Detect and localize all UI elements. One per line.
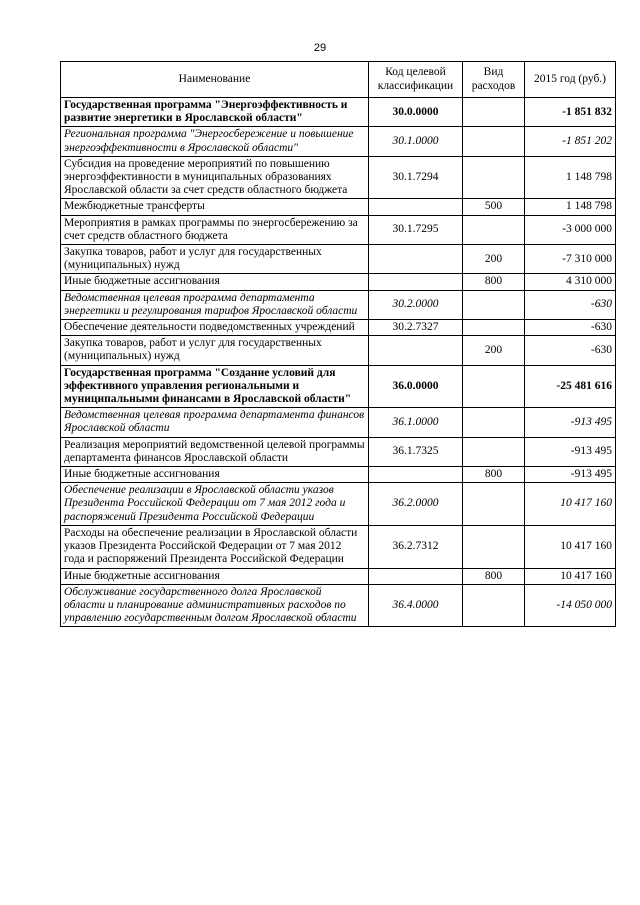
row-code [369, 568, 463, 584]
row-name: Иные бюджетные ассигнования [61, 467, 369, 483]
row-amount: -25 481 616 [525, 365, 616, 408]
row-vid: 200 [463, 336, 525, 365]
row-amount: 10 417 160 [525, 568, 616, 584]
row-code: 36.1.7325 [369, 437, 463, 466]
row-vid [463, 215, 525, 244]
row-vid: 800 [463, 467, 525, 483]
row-code: 36.2.0000 [369, 483, 463, 526]
row-vid: 800 [463, 274, 525, 290]
row-name: Закупка товаров, работ и услуг для государственных (муниципальных) нужд [61, 336, 369, 365]
row-vid [463, 98, 525, 127]
header-vid: Вид расходов [463, 62, 525, 98]
row-name: Реализация мероприятий ведомственной целевой программы департамента финансов Ярославской области [61, 437, 369, 466]
row-amount: -630 [525, 320, 616, 336]
row-vid [463, 156, 525, 199]
table-row [61, 215, 616, 244]
row-name: Государственная программа "Энергоэффективность и развитие энергетики в Ярославской области" [61, 98, 369, 127]
row-vid [463, 584, 525, 627]
row-amount: -1 851 832 [525, 98, 616, 127]
row-name: Иные бюджетные ассигнования [61, 568, 369, 584]
row-name: Ведомственная целевая программа департамента энергетики и регулирования тарифов Ярославской области [61, 290, 369, 319]
row-name: Иные бюджетные ассигнования [61, 274, 369, 290]
table-row [61, 483, 616, 526]
table-row [61, 365, 616, 408]
row-amount: -630 [525, 290, 616, 319]
row-code: 36.0.0000 [369, 365, 463, 408]
row-code: 30.2.7327 [369, 320, 463, 336]
row-name: Межбюджетные трансферты [61, 199, 369, 215]
row-name: Государственная программа "Создание условий для эффективного управления региональными и муниципальными финансами в Ярославской области" [61, 365, 369, 408]
table-row [61, 127, 616, 156]
page-number: 29 [313, 42, 327, 54]
row-code: 30.1.0000 [369, 127, 463, 156]
row-name: Ведомственная целевая программа департамента финансов Ярославской области [61, 408, 369, 437]
row-amount: 1 148 798 [525, 156, 616, 199]
table-row [61, 467, 616, 483]
row-code [369, 336, 463, 365]
table-row [61, 320, 616, 336]
row-code [369, 199, 463, 215]
row-amount: 10 417 160 [525, 483, 616, 526]
row-amount: -913 495 [525, 467, 616, 483]
row-vid [463, 437, 525, 466]
table-row [61, 274, 616, 290]
row-code: 36.2.7312 [369, 525, 463, 568]
table-row [61, 336, 616, 365]
row-amount: -3 000 000 [525, 215, 616, 244]
row-amount: 1 148 798 [525, 199, 616, 215]
table-row [61, 199, 616, 215]
row-amount: -14 050 000 [525, 584, 616, 627]
row-vid: 800 [463, 568, 525, 584]
row-name: Расходы на обеспечение реализации в Ярославской области указов Президента Российской Федерации от 7 мая 2012 года и распоряжений Президента Российской Федерации [61, 525, 369, 568]
row-code: 36.4.0000 [369, 584, 463, 627]
row-vid: 500 [463, 199, 525, 215]
row-amount: 4 310 000 [525, 274, 616, 290]
header-code: Код целевой классификации [369, 62, 463, 98]
row-vid [463, 408, 525, 437]
row-code: 30.1.7295 [369, 215, 463, 244]
row-vid [463, 290, 525, 319]
table-row [61, 437, 616, 466]
table-row [61, 245, 616, 274]
row-vid: 200 [463, 245, 525, 274]
row-code: 30.0.0000 [369, 98, 463, 127]
row-code [369, 467, 463, 483]
row-code: 30.2.0000 [369, 290, 463, 319]
row-vid [463, 483, 525, 526]
row-amount: -913 495 [525, 437, 616, 466]
row-vid [463, 320, 525, 336]
row-vid [463, 127, 525, 156]
row-name: Обеспечение реализации в Ярославской области указов Президента Российской Федерации от 7 мая 2012 года и распоряжений Президента Российской Федерации [61, 483, 369, 526]
row-vid [463, 525, 525, 568]
row-amount: -913 495 [525, 408, 616, 437]
row-amount: -1 851 202 [525, 127, 616, 156]
row-code [369, 245, 463, 274]
table-row [61, 408, 616, 437]
row-code: 36.1.0000 [369, 408, 463, 437]
budget-table [60, 61, 616, 627]
row-amount: -7 310 000 [525, 245, 616, 274]
row-name: Мероприятия в рамках программы по энергосбережению за счет средств областного бюджета [61, 215, 369, 244]
table-row [61, 156, 616, 199]
header-name: Наименование [61, 62, 369, 98]
table-row [61, 98, 616, 127]
row-vid [463, 365, 525, 408]
row-amount: 10 417 160 [525, 525, 616, 568]
row-amount: -630 [525, 336, 616, 365]
row-name: Региональная программа "Энергосбережение и повышение энергоэффективности в Ярославской области" [61, 127, 369, 156]
header-row [61, 62, 616, 98]
row-name: Закупка товаров, работ и услуг для государственных (муниципальных) нужд [61, 245, 369, 274]
table-row [61, 525, 616, 568]
row-name: Обеспечение деятельности подведомственных учреждений [61, 320, 369, 336]
row-name: Субсидия на проведение мероприятий по повышению энергоэффективности в муниципальных образованиях Ярославской области за счет средств областного бюджета [61, 156, 369, 199]
table-row [61, 584, 616, 627]
table-row [61, 568, 616, 584]
row-code: 30.1.7294 [369, 156, 463, 199]
row-name: Обслуживание государственного долга Ярославской области и планирование административных расходов по управлению государственным долгом Ярославской области [61, 584, 369, 627]
header-amount: 2015 год (руб.) [525, 62, 616, 98]
table-row [61, 290, 616, 319]
row-code [369, 274, 463, 290]
